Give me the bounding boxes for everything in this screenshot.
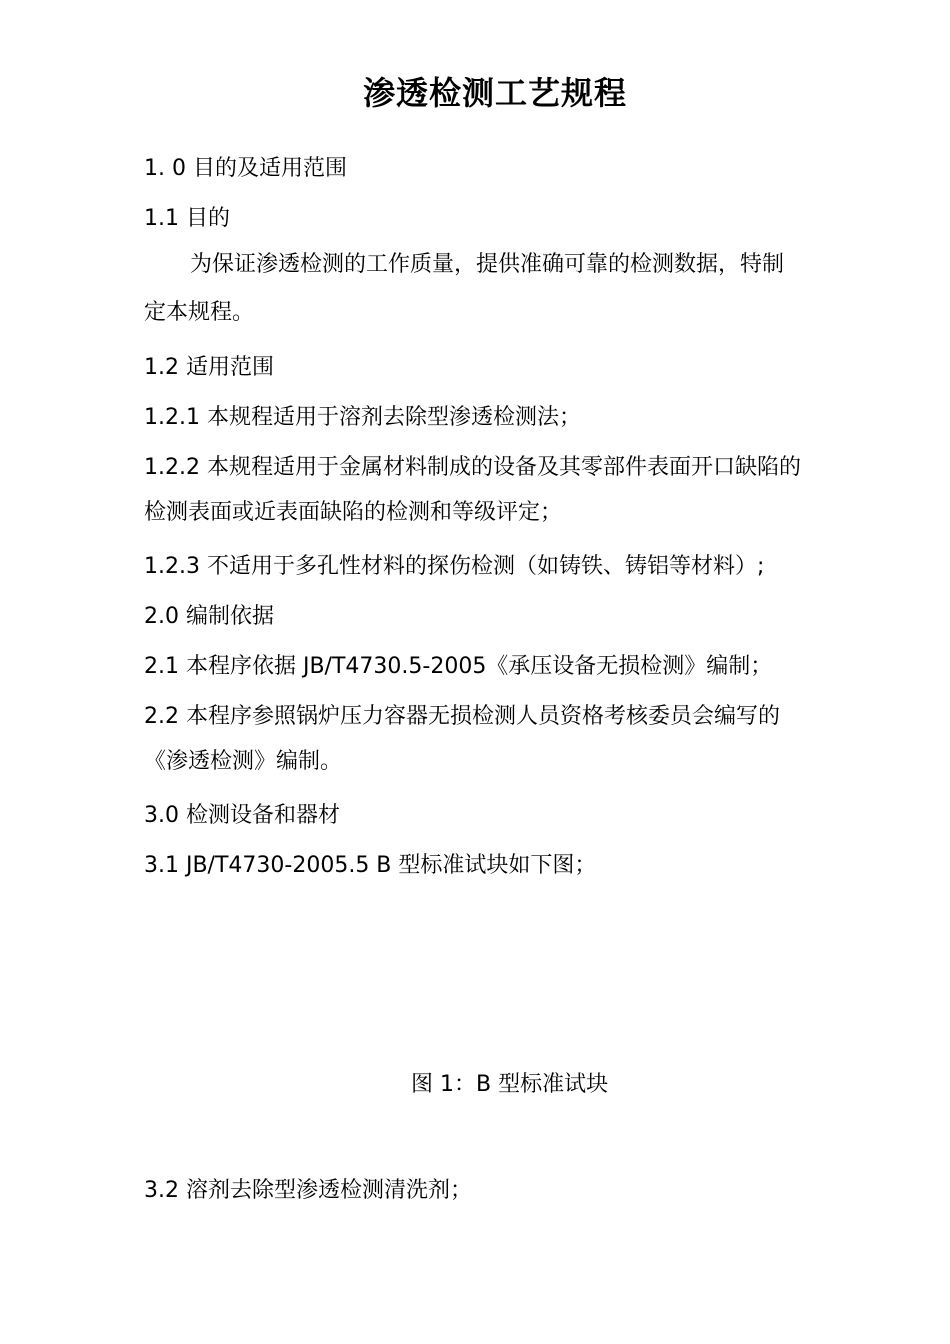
section-heading-3-0: 3.0 检测设备和器材: [144, 803, 340, 828]
clause-3-1: 3.1 JB/T4730-2005.5 B 型标准试块如下图；: [144, 853, 597, 878]
subsection-heading-1-2: 1.2 适用范围: [144, 355, 274, 380]
section-heading-2-0: 2.0 编制依据: [144, 604, 274, 629]
clause-1-2-3: 1.2.3 不适用于多孔性材料的探伤检测（如铸铁、铸铝等材料）;: [144, 554, 765, 579]
clause-1-2-1: 1.2.1 本规程适用于溶剂去除型渗透检测法；: [144, 405, 581, 430]
paragraph-purpose-line1: 为保证渗透检测的工作质量，提供准确可靠的检测数据，特制: [190, 252, 785, 277]
clause-2-1: 2.1 本程序依据 JB/T4730.5-2005《承压设备无损检测》编制；: [144, 654, 773, 679]
clause-2-2-line2: 《渗透检测》编制。: [144, 749, 343, 774]
document-title: 渗透检测工艺规程: [362, 74, 627, 112]
paragraph-purpose-line2: 定本规程。: [144, 300, 255, 325]
section-heading-1-0: 1. 0 目的及适用范围: [144, 156, 347, 181]
clause-1-2-2-line2: 检测表面或近表面缺陷的检测和等级评定；: [144, 500, 563, 525]
figure-caption: 图 1：B 型标准试块: [411, 1072, 609, 1097]
subsection-heading-1-1: 1.1 目的: [144, 206, 230, 231]
clause-1-2-2-line1: 1.2.2 本规程适用于金属材料制成的设备及其零部件表面开口缺陷的: [144, 455, 801, 480]
clause-2-2-line1: 2.2 本程序参照锅炉压力容器无损检测人员资格考核委员会编写的: [144, 704, 780, 729]
clause-3-2: 3.2 溶剂去除型渗透检测清洗剂；: [144, 1178, 472, 1203]
